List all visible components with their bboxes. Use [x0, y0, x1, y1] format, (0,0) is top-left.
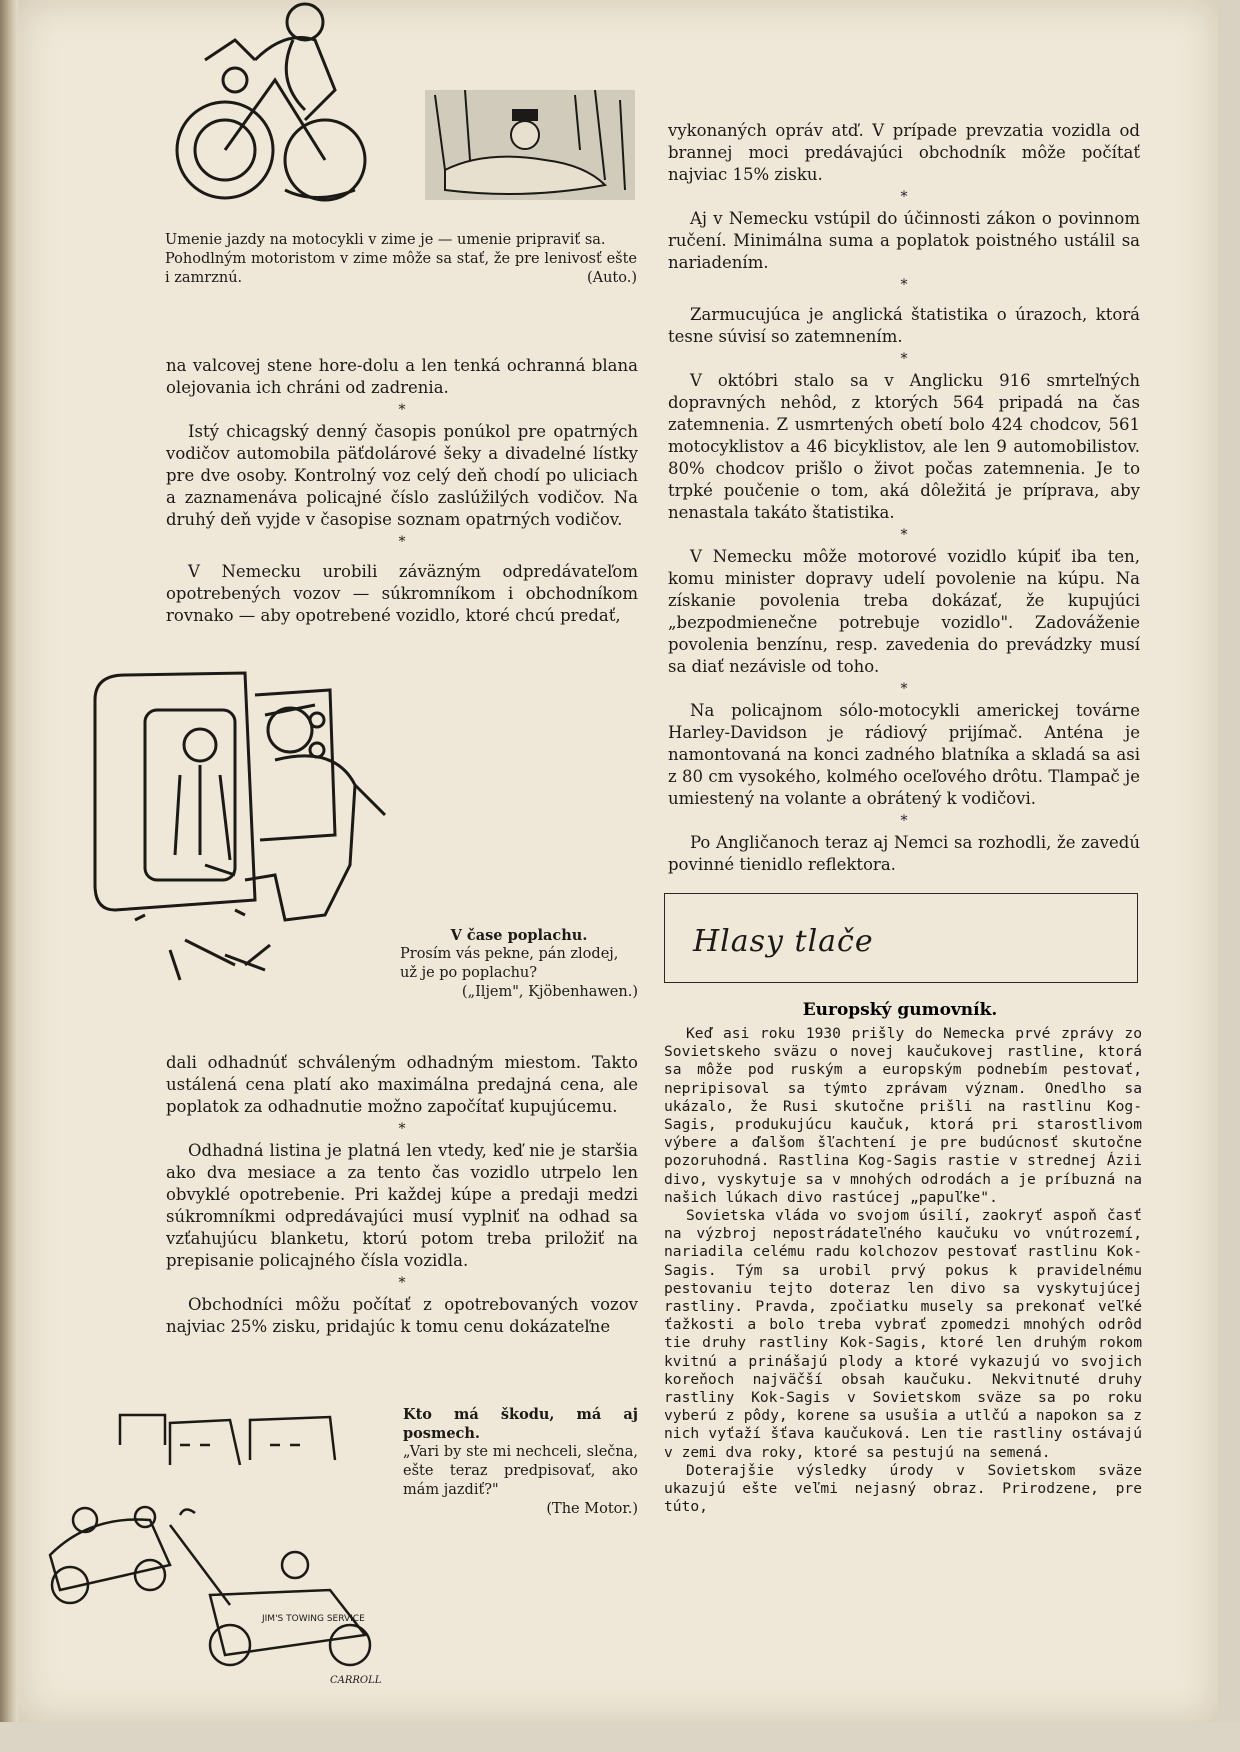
scan-margin [0, 1722, 1240, 1752]
paragraph: Doterajšie výsledky úrody v Sovietskom sväze ukazujú ešte veľmi nejasný obraz. Prirodzene, pre túto, [664, 1461, 1142, 1516]
separator-star: * [900, 189, 908, 205]
paragraph: Po Angličanoch teraz aj Nemci sa rozhodli, že zavedú povinné tienidlo reflektora. [668, 833, 1140, 874]
paragraph: Istý chicagský denný časopis ponúkol pre opatrných vodičov automobila päťdolárové šeky a divadelné lístky pre dve osoby. Kontrolný voz celý deň chodí po uliciach a zaznamenáva policajné číslo zaslúžilých vodičov. Na druhý deň vyjde v časopise soznam opatrných vodičov. [166, 422, 638, 529]
tow-truck-sign: JIM'S TOWING SERVICE [262, 1614, 365, 1624]
paragraph: Keď asi roku 1930 prišly do Nemecka prvé zprávy zo Sovietskeho sväzu o novej kaučukovej rastline, ktorá sa môže pod ruským a europským podnebím pestovať, nepripisoval sa týmto zprávam význam. Onedlho sa ukázalo, že Rusi skutočne prišli na rastlinu Kog-Sagis, produkujúcu kaučuk, ktorá pri starostlivom výbere a ďalšom šľachtení je pre budúcnosť skutočne pozoruhodná. Rastlina Kog-Sagis rastie v strednej Ázii divo, vyskytuje sa v mnohých odrodách a je príbuzná na našich lúkach divo rastúcej „papuľke". [664, 1025, 1142, 1206]
safe-cartoon [85, 665, 415, 985]
article-body [664, 1025, 1142, 1516]
paragraph: Aj v Nemecku vstúpil do účinnosti zákon o povinnom ručení. Minimálna suma a poplatok poistného ustálil sa nariadením. [668, 209, 1140, 272]
safe-caption-source: („Iljem", Kjöbenhawen.) [461, 984, 638, 1000]
paragraph: Na policajnom sólo-motocykli americkej továrne Harley-Davidson je rádiový prijímač. Anténa je namontovaná na konci zadného blatníka a skladá sa asi z 80 cm vysokého, kolmého oceľového drôtu. Tlampač je umiestený na volante a obrátený k vodičovi. [668, 701, 1140, 808]
motorcycle-cartoon [165, 0, 395, 215]
safe-caption-text: Prosím vás pekne, pán zlodej, už je po poplachu? [400, 946, 619, 981]
paragraph: Obchodníci môžu počítať z opotrebovaných vozov najviac 25% zisku, pridajúc k tomu cenu dokázateľne [166, 1295, 638, 1336]
paragraph: Odhadná listina je platná len vtedy, keď nie je staršia ako dva mesiace a za tento čas vozidlo utrpelo len obvyklé opotrebenie. Pri každej kúpe a predaji medzi súkromníkmi odpredávajúci musí vyplniť na odhad sa vzťahujúcu blanketu, ktorú potom treba priložiť na prepisanie policajného čísla vozidla. [166, 1141, 638, 1270]
paragraph: V Nemecku môže motorové vozidlo kúpiť iba ten, komu minister dopravy udelí povolenie na kúpu. Na získanie povolenia treba dokázať, že kupujúci „bezpodmienečne potrebuje vozidlo". Zadováženie povolenia benzínu, resp. zavedenia do prevádzky musí sa diať nezávisle od toho. [668, 547, 1140, 676]
artist-signature: CARROLL [330, 1675, 382, 1686]
paragraph: Zarmucujúca je anglická štatistika o úrazoch, ktorá tesne súvisí so zatemnením. [668, 305, 1140, 346]
safe-caption [400, 926, 638, 1002]
separator-star: * [900, 277, 908, 293]
section-heading: Hlasy tlače [693, 924, 874, 959]
paragraph: vykonaných opráv atď. V prípade prevzatia vozidla od brannej moci predávajúci obchodník môže počítať najviac 15% zisku. [668, 121, 1140, 184]
section-heading-box [664, 893, 1138, 983]
motorcycle-caption-line1: Umenie jazdy na motocykli v zime je — umenie pripraviť sa. [165, 232, 606, 248]
separator-star: * [900, 351, 908, 367]
separator-star: * [398, 1121, 406, 1137]
separator-star: * [398, 402, 406, 418]
safe-caption-title: V čase poplachu. [450, 927, 588, 944]
tow-caption-title: Kto má škodu, má aj posmech. [403, 1406, 638, 1442]
right-column [668, 120, 1140, 876]
paragraph: Sovietska vláda vo svojom úsilí, zaokryť aspoň časť na výzbroj nepostrádateľného kaučuku vo vnútrozemí, nariadila celému radu kolchozov pestovať rastlinu Kok-Sagis. Tým sa urobil prvý pokus k pravidelnému pestovaniu tejto doteraz len divo sa vyskytujúcej rastliny. Pravda, zpočiatku musely sa prekonať veľké ťažkosti a bolo treba vybrať zpomedzi mnohých odrôd tie druhy rastliny Kok-Sagis, ktoré len druhým rokom kvitnú a prinášajú plody a ktoré vykazujú vo svojich koreňoch najväčší obsah kaučuku. Nekvitnuté druhy rastliny Kok-Sagis v Sovietskom sväze sa po roku vyberú z pôdy, korene sa usušia a utlčú a napokon sa z nich vyťaží šťava kaučuková. Len tie rastliny ostávajú v zemi dva roky, ktoré sa pestujú na semená. [664, 1207, 1142, 1461]
motorcycle-caption-line2: Pohodlným motoristom v zime môže sa stať, že pre lenivosť ešte i zamrznú. [165, 251, 637, 286]
tow-truck-cartoon [30, 1405, 400, 1690]
tow-caption-text: „Vari by ste mi nechceli, slečna, ešte teraz predpisovať, ako mám jazdiť?" [403, 1444, 638, 1498]
paragraph: dali odhadnúť schváleným odhadným miestom. Takto ustálená cena platí ako maximálna predajná cena, ale poplatok za odhadnutie možno započítať kupujúcemu. [166, 1053, 638, 1116]
paragraph: V októbri stalo sa v Anglicku 916 smrteľných dopravných nehôd, z ktorých 564 pripadá na čas zatemnenia. Z usmrtených obetí bolo 424 chodcov, 561 motocyklistov a 46 bicyklistov, ale len 9 automobilistov. 80% chodcov prišlo o život počas zatemnenia. Je to trpké poučenie o tom, aká dôležitá je príprava, aby nenastala takáto štatistika. [668, 371, 1140, 522]
tow-caption [403, 1405, 638, 1519]
article-title: Europský gumovník. [802, 1000, 998, 1020]
motorcycle-caption [165, 231, 637, 288]
separator-star: * [398, 1275, 406, 1291]
paragraph: V Nemecku urobili záväzným odpredávateľom opotrebených vozov — súkromníkom i obchodníkom rovnako — aby opotrebené vozidlo, ktoré chcú predať, [166, 562, 638, 625]
left-column-bottom [166, 1052, 638, 1338]
paragraph: na valcovej stene hore-dolu a len tenká ochranná blana olejovania ich chráni od zadrenia. [166, 356, 638, 397]
separator-star: * [900, 527, 908, 543]
separator-star: * [900, 813, 908, 829]
separator-star: * [398, 534, 406, 550]
book-binding [0, 0, 18, 1752]
separator-star: * [900, 681, 908, 697]
left-column-top [166, 355, 638, 627]
motorcycle-caption-source: (Auto.) [586, 270, 637, 286]
snow-scene-cartoon [425, 90, 635, 200]
tow-caption-source: (The Motor.) [546, 1501, 638, 1517]
